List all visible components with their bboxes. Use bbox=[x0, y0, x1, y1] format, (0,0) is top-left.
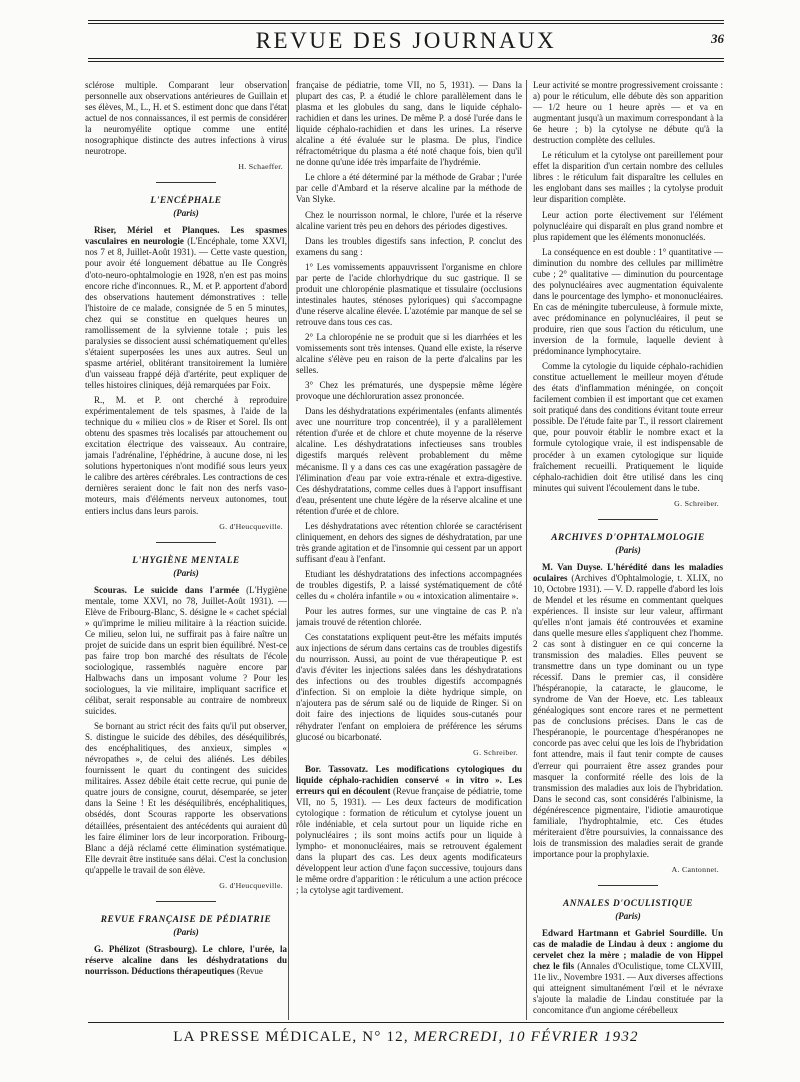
article-text: Se bornant au strict récit des faits qu'il put observer, S. distingue le suicide des débiles, des déséquilibrés, des encéphalitiques, des anxieux, simples « névropathes », de celui des aliénés. Les débiles fournissent le quart du contingent des suicides militaires. Assez débile était cette recrue, qui punie de quatre jours de consigne, courut, désemparée, se jeter dans la Seine ! Et les déséquilibrés, encéphalitiques, obsédés, dont Scouras rapporte les observations détaillées, présentaient des antécédents qui auraient dû les faire éliminer lors de leur incorporation. Fribourg-Blanc a déjà réclamé cette élimination systématique. Elle devrait être instituée sans délai. C'est la conclusion qu'appelle le travail de son élève. bbox=[85, 721, 287, 875]
section-city: (Paris) bbox=[173, 208, 199, 219]
article-paragraph bbox=[296, 80, 522, 168]
article-text: (Revue bbox=[236, 965, 263, 976]
section-separator bbox=[598, 519, 658, 520]
header-rule-top-inner bbox=[88, 23, 724, 24]
page-number: 36 bbox=[711, 31, 724, 46]
article-text: (L'Hygiène mentale, tome XXVI, no 78, Juillet-Août 1931). — Elève de Fribourg-Blanc, S. désigne le « cachet spécial » qu'imprime le milieu militaire à la réaction suicide. Ce milieu, selon lui, ne suffirait pas à faire naître un projet de suicide dans un esprit bien équilibré. N'est-ce pas faire trop bon marché des résultats de l'école sociologique, rassemblés naguère encore par Halbwachs dans un imposant volume ? Pour les sociologues, la vie militaire, impliquant sacrifice et célibat, serait responsable au contraire de nombreux suicides. bbox=[85, 584, 287, 717]
article-text: R., M. et P. ont cherché à reproduire expérimentalement de tels spasmes, à l'aide de la technique du « milieu clos » de Riser et Sorel. Ils ont obtenu des spasmes très localisés par attouchement ou excitation électrique des vaisseaux. Au contraire, jamais l'adrénaline, l'éphédrine, à aucune dose, ni les solutions hypertoniques n'ont modifié sous leurs yeux le calibre des artères cérébrales. Les contractions de ces dernières seraient donc le fait non des nerfs vaso-moteurs, mais d'éléments nerveux autonomes, tout entiers inclus dans leurs parois. bbox=[85, 395, 287, 516]
article-text: sclérose multiple. Comparant leur observation personnelle aux observations antérieures de Guillain et ses élèves, M., L., H. et S. estiment donc que dans l'état actuel de nos connaissances, il est permis de considérer la neuromyélite optique comme une entité nosographique distincte des autres infections à virus neurotrope. bbox=[85, 80, 287, 157]
column-divider-1 bbox=[288, 80, 289, 1020]
article-text: Dans les déshydratations expérimentales (enfants alimentés avec une nourriture trop concentrée), il y a parallèlement rétention d'urée et de chlore et chute moyenne de la réserve alcaline. Les déshydratations infectieuses sans troubles digestifs marqués relèvent probablement du même mécanisme. Il y a dans ces cas une exagération passagère de l'élimination d'eau par voie extra-rénale et extra-digestive. Ces déshydratations, comme celles dues à l'apport insuffisant d'eau, présentent une chute légère de la réserve alcaline et une rétention d'urée et de chlore. bbox=[296, 406, 522, 516]
article-paragraph bbox=[296, 632, 522, 742]
column-2 bbox=[296, 80, 522, 1020]
footer-issue: N° 12, bbox=[362, 1029, 409, 1045]
page-title: REVUE DES JOURNAUX bbox=[255, 28, 557, 53]
article-paragraph bbox=[533, 210, 723, 243]
article-paragraph bbox=[85, 944, 287, 977]
section-city: (Paris) bbox=[173, 926, 199, 937]
article-paragraph bbox=[296, 332, 522, 376]
article-paragraph bbox=[533, 150, 723, 205]
footer bbox=[88, 1028, 724, 1046]
article-citation: Riser, Mériel et Planques. Les spasmes vasculaires en neurologie bbox=[85, 225, 287, 247]
article-paragraph bbox=[296, 210, 522, 232]
section-heading: ANNALES D'OCULISTIQUE bbox=[562, 898, 694, 909]
article-paragraph bbox=[296, 606, 522, 628]
article-paragraph bbox=[533, 247, 723, 357]
section-city: (Paris) bbox=[173, 567, 199, 578]
article-text: (Archives d'Ophtalmologie, t. XLIX, no 10, Octobre 1931). — V. D. rappelle d'abord les lois de Mendel et les résume en commentant quelques expériences. Il insiste sur leur valeur, affirmant qu'elles n'ont jamais été controuvées et examine dans quelle mesure elles s'appliquent chez l'homme. 2 cas sont à distinguer en ce qui concerne la transmission des maladies. Elles peuvent se transmettre dans un type dominant ou un type récessif. Dans le premier cas, il considère l'héspéranopie, la cataracte, le glaucome, le syndrome de Van der Hoeve, etc. Les tableaux généalogiques sont encore rares et ne permettent pas de conclusions précises. Dans le cas de l'hespéranopie, le pourcentage d'hespéranopes ne concorde pas avec celui que les lois de l'hybridation font attendre, mais il faut tenir compte de causes d'erreur qui pourraient être assez grandes pour masquer la conformité réelle des lois de la transmission des maladies aux lois de l'hybridation. Dans le second cas, sont considérés l'albinisme, la dégénérescence pigmentaire, l'idiotie amaurotique familiale, l'hydrophtalmie, etc. Ces études mériteraient d'être poursuivies, la connaissance des lois de transmission des maladies serait de grande importance pour la prophylaxie. bbox=[533, 572, 723, 859]
article-citation: Scouras. Le suicide dans l'armée bbox=[94, 584, 240, 595]
article-citation: Edward Hartmann et Gabriel Sourdille. Un cas de maladie de Lindau à deux : angiome du cervelet chez la mère ; maladie de von Hippel chez le fils bbox=[533, 927, 723, 972]
section-separator bbox=[156, 182, 216, 183]
author-signature: A. Cantonnet. bbox=[671, 864, 719, 874]
article-paragraph bbox=[296, 569, 522, 602]
article-text: (L'Encéphale, tome XXVI, nos 7 et 8, Juillet-Août 1931). — Cette vaste question, pour avoir été longuement débattue au IIe Congrès d'oto-neuro-ophtalmologie en 1928, n'en est pas moins encore riche d'inconnues. R., M. et P. apportent d'abord des observations hautement démonstratives : telle l'histoire de ce malade, consignée de 5 en 5 minutes, chez qui se constitue en quelques heures un ramollissement de la sylvienne totale ; puis les paralysies se dissocient aussi schématiquement qu'elles s'étaient superposées les unes aux autres. Seul un spasme artériel, oblitérant transitoirement la lumière d'un vaisseau frappé déjà d'artérite, peut expliquer de telles histoires cliniques, déjà remarquées par Foix. bbox=[85, 236, 287, 390]
section-separator bbox=[156, 901, 216, 902]
article-text: Le réticulum et la cytolyse ont pareillement pour effet la disparition d'un certain nombre des cellules libres : le réticulum fait disparaître les cellules en les englobant dans ses mailles ; la cytolyse produit leur disparition complète. bbox=[533, 150, 723, 205]
article-paragraph bbox=[296, 406, 522, 516]
author-signature: G. Schreiber. bbox=[674, 498, 719, 508]
article-text: La conséquence en est double : 1° quantitative — diminution du nombre des cellules par millimètre cube ; 2° qualitative — diminution du pourcentage des polynucléaires avec augmentation équivalente dans le pourcentage des lympho- et mononucléaires. En cas de méningite tuberculeuse, à formule mixte, avec prédominance en polynucléaires, il peut se produire, rien que sous l'action du réticulum, une inversion de la formule, laquelle devient à prédominance lymphocytaire. bbox=[533, 246, 723, 357]
article-text: 3° Chez les prématurés, une dyspepsie même légère provoque une déchloruration assez prononcée. bbox=[296, 380, 522, 402]
author-signature: G. d'Heucqueville. bbox=[219, 521, 283, 531]
article-paragraph bbox=[85, 225, 287, 391]
section-separator bbox=[598, 885, 658, 886]
article-paragraph bbox=[296, 380, 522, 402]
article-paragraph bbox=[85, 721, 287, 876]
article-text: Les déshydratations avec rétention chlorée se caractérisent cliniquement, en dehors des signes de déshydratation, par une très grande agitation et de l'insomnie qui cessent par un apport suffisant d'eau à l'enfant. bbox=[296, 520, 522, 564]
article-paragraph bbox=[85, 80, 287, 157]
author-signature: H. Schaeffer. bbox=[238, 162, 283, 172]
article-citation: M. Van Duyse. L'hérédité dans les maladies oculaires bbox=[533, 561, 723, 583]
article-paragraph bbox=[85, 395, 287, 517]
article-paragraph bbox=[296, 172, 522, 205]
footer-rule bbox=[88, 1022, 724, 1023]
article-text: Comme la cytologie du liquide céphalo-rachidien constitue actuellement le meilleur moyen d'étude des états d'inflammation méningée, on conçoit facilement combien il est important que cet examen soit pratiqué dans des conditions évitant toute erreur possible. De l'étude faite par T., il ressort clairement que, pour pouvoir établir le nombre exact et la formule cytologique vraie, il est indispensable de procéder à un examen cytologique sur liquide fraîchement recueilli. Pratiquement le liquide céphalo-rachidien doit être utilisé dans les cinq minutes qui suivent l'écoulement dans le tube. bbox=[533, 361, 723, 493]
article-text: française de pédiatrie, tome VII, no 5, 1931). — Dans la plupart des cas, P. a étudié le chlore parallèlement dans le plasma et les globules du sang, dans le liquide céphalo-rachidien et dans les urines. De même P. a dosé l'urée dans le liquide céphalo-rachidien et dans les urines. La réserve alcaline a été évaluée sur le plasma. De plus, l'indice réfractométrique du plasma a été noté chaque fois, bien qu'il ne donne qu'une idée très imparfaite de l'hydrémie. bbox=[296, 80, 522, 168]
footer-journal: LA PRESSE MÉDICALE, bbox=[173, 1029, 358, 1045]
section-heading: L'ENCÉPHALE bbox=[150, 196, 222, 207]
article-paragraph bbox=[296, 236, 522, 258]
author-signature: G. Schreiber. bbox=[473, 747, 518, 757]
section-city: (Paris) bbox=[615, 544, 641, 555]
header-rule-top bbox=[88, 20, 724, 21]
article-text: Pour les autres formes, sur une vingtaine de cas P. n'a jamais trouvé de rétention chlorée. bbox=[296, 606, 522, 628]
author-signature: G. d'Heucqueville. bbox=[219, 880, 283, 890]
article-paragraph bbox=[533, 928, 723, 1016]
header-rule-bottom bbox=[88, 58, 724, 59]
article-text: Etudiant les déshydratations des infections accompagnées de troubles digestifs, P. a laissé systématiquement de côté celles du « choléra infantile » ou « intoxication alimentaire ». bbox=[296, 568, 522, 602]
article-paragraph bbox=[533, 80, 723, 146]
section-heading: REVUE FRANÇAISE DE PÉDIATRIE bbox=[100, 914, 272, 925]
column-1 bbox=[85, 80, 287, 1020]
article-text: Ces constatations expliquent peut-être les méfaits imputés aux injections de sérum dans certains cas de troubles digestifs du nourrisson. Aussi, au point de vue thérapeutique P. est d'avis d'éviter les injections salées dans les déshydratations des infections ou des troubles digestifs accompagnés d'infection. Si on emploie la diète hydrique simple, on n'ajoutera pas de sérum salé ou de liquide de Ringer. Si on doit faire des injections de liquides sous-cutanés pour réhydrater l'enfant on emploiera de préférence les sérums glucosé ou bicarbonaté. bbox=[296, 632, 522, 742]
section-separator bbox=[156, 542, 216, 543]
section-heading: L'HYGIÈNE MENTALE bbox=[132, 555, 240, 566]
section-heading: ARCHIVES D'OPHTALMOLOGIE bbox=[551, 532, 705, 543]
column-3 bbox=[533, 80, 723, 1020]
article-paragraph bbox=[533, 562, 723, 860]
section-city: (Paris) bbox=[615, 910, 641, 921]
article-text: Leur activité se montre progressivement croissante : a) pour le réticulum, elle débute dès son apparition — 1/2 heure ou 1 heure après — et va en augmentant jusqu'à un maximum correspondant à la 6e heure ; b) la cytolyse ne débute qu'à la destruction complète des cellules. bbox=[533, 80, 723, 146]
footer-date: MERCREDI, 10 FÉVRIER 1932 bbox=[413, 1029, 639, 1045]
article-paragraph bbox=[296, 262, 522, 328]
article-text: Le chlore a été déterminé par la méthode de Grabar ; l'urée par celle d'Ambard et la réserve alcaline par la méthode de Van Slyke. bbox=[296, 172, 522, 205]
article-citation: G. Phélizot (Strasbourg). Le chlore, l'urée, la réserve alcaline dans les déshydratations du nourrisson. Déductions thérapeutiques bbox=[85, 943, 287, 976]
article-citation: Bor. Tassovatz. Les modifications cytologiques du liquide céphalo-rachidien conservé « in vitro ». Les erreurs qui en découlent bbox=[296, 763, 522, 796]
article-text: Dans les troubles digestifs sans infection, P. conclut des examens du sang : bbox=[296, 235, 522, 257]
article-text: (Revue française de pédiatrie, tome VII, no 5, 1931). — Les deux facteurs de modification cytologique : formation de réticulum et cytolyse jouent un rôle indéniable, et cela surtout pour un liquide riche en polynucléaires ; ils sont moins actifs pour un liquide à lympho- et mononucléaires, mais se retrouvent également dans la plupart des cas. Les deux agents modificateurs développent leur action d'une façon successive, toujours dans le même ordre d'apparition : le réticulum a une action précoce ; la cytolyse agit tardivement. bbox=[296, 785, 522, 896]
article-text: 1° Les vomissements appauvrissent l'organisme en chlore par perte de l'acide chlorhydrique du suc gastrique. Il se produit une chloropénie plasmatique et tissulaire (occlusions intestinales hautes, sténoses pyloriques) qui s'accompagne d'une réserve alcaline élevée. L'azotémie par manque de sel se retrouve dans tous ces cas. bbox=[296, 261, 522, 327]
article-paragraph bbox=[296, 521, 522, 565]
article-text: (Annales d'Oculistique, tome CLXVIII, 11e liv., Novembre 1931. — Aux diverses affections qui atteignent simultanément l'œil et le névraxe s'ajoute la maladie de Lindau constituée par la concomitance d'un angiome cérébelleux bbox=[533, 961, 723, 1016]
article-paragraph bbox=[533, 361, 723, 494]
article-text: Chez le nourrisson normal, le chlore, l'urée et la réserve alcaline varient très peu en dehors des périodes digestives. bbox=[296, 209, 522, 231]
header-rule-bottom-inner bbox=[88, 61, 724, 62]
article-paragraph bbox=[85, 585, 287, 718]
article-text: Leur action porte électivement sur l'élément polynucléaire qui disparaît en plus grand nombre et plus rapidement que les éléments mononucléés. bbox=[533, 209, 723, 242]
article-text: 2° La chloropénie ne se produit que si les diarrhées et les vomissements sont très intenses. Quand elle existe, la réserve alcaline s'élève peu en raison de la perte d'alcalins par les selles. bbox=[296, 331, 522, 376]
column-divider-2 bbox=[526, 80, 527, 1020]
article-paragraph bbox=[296, 764, 522, 897]
